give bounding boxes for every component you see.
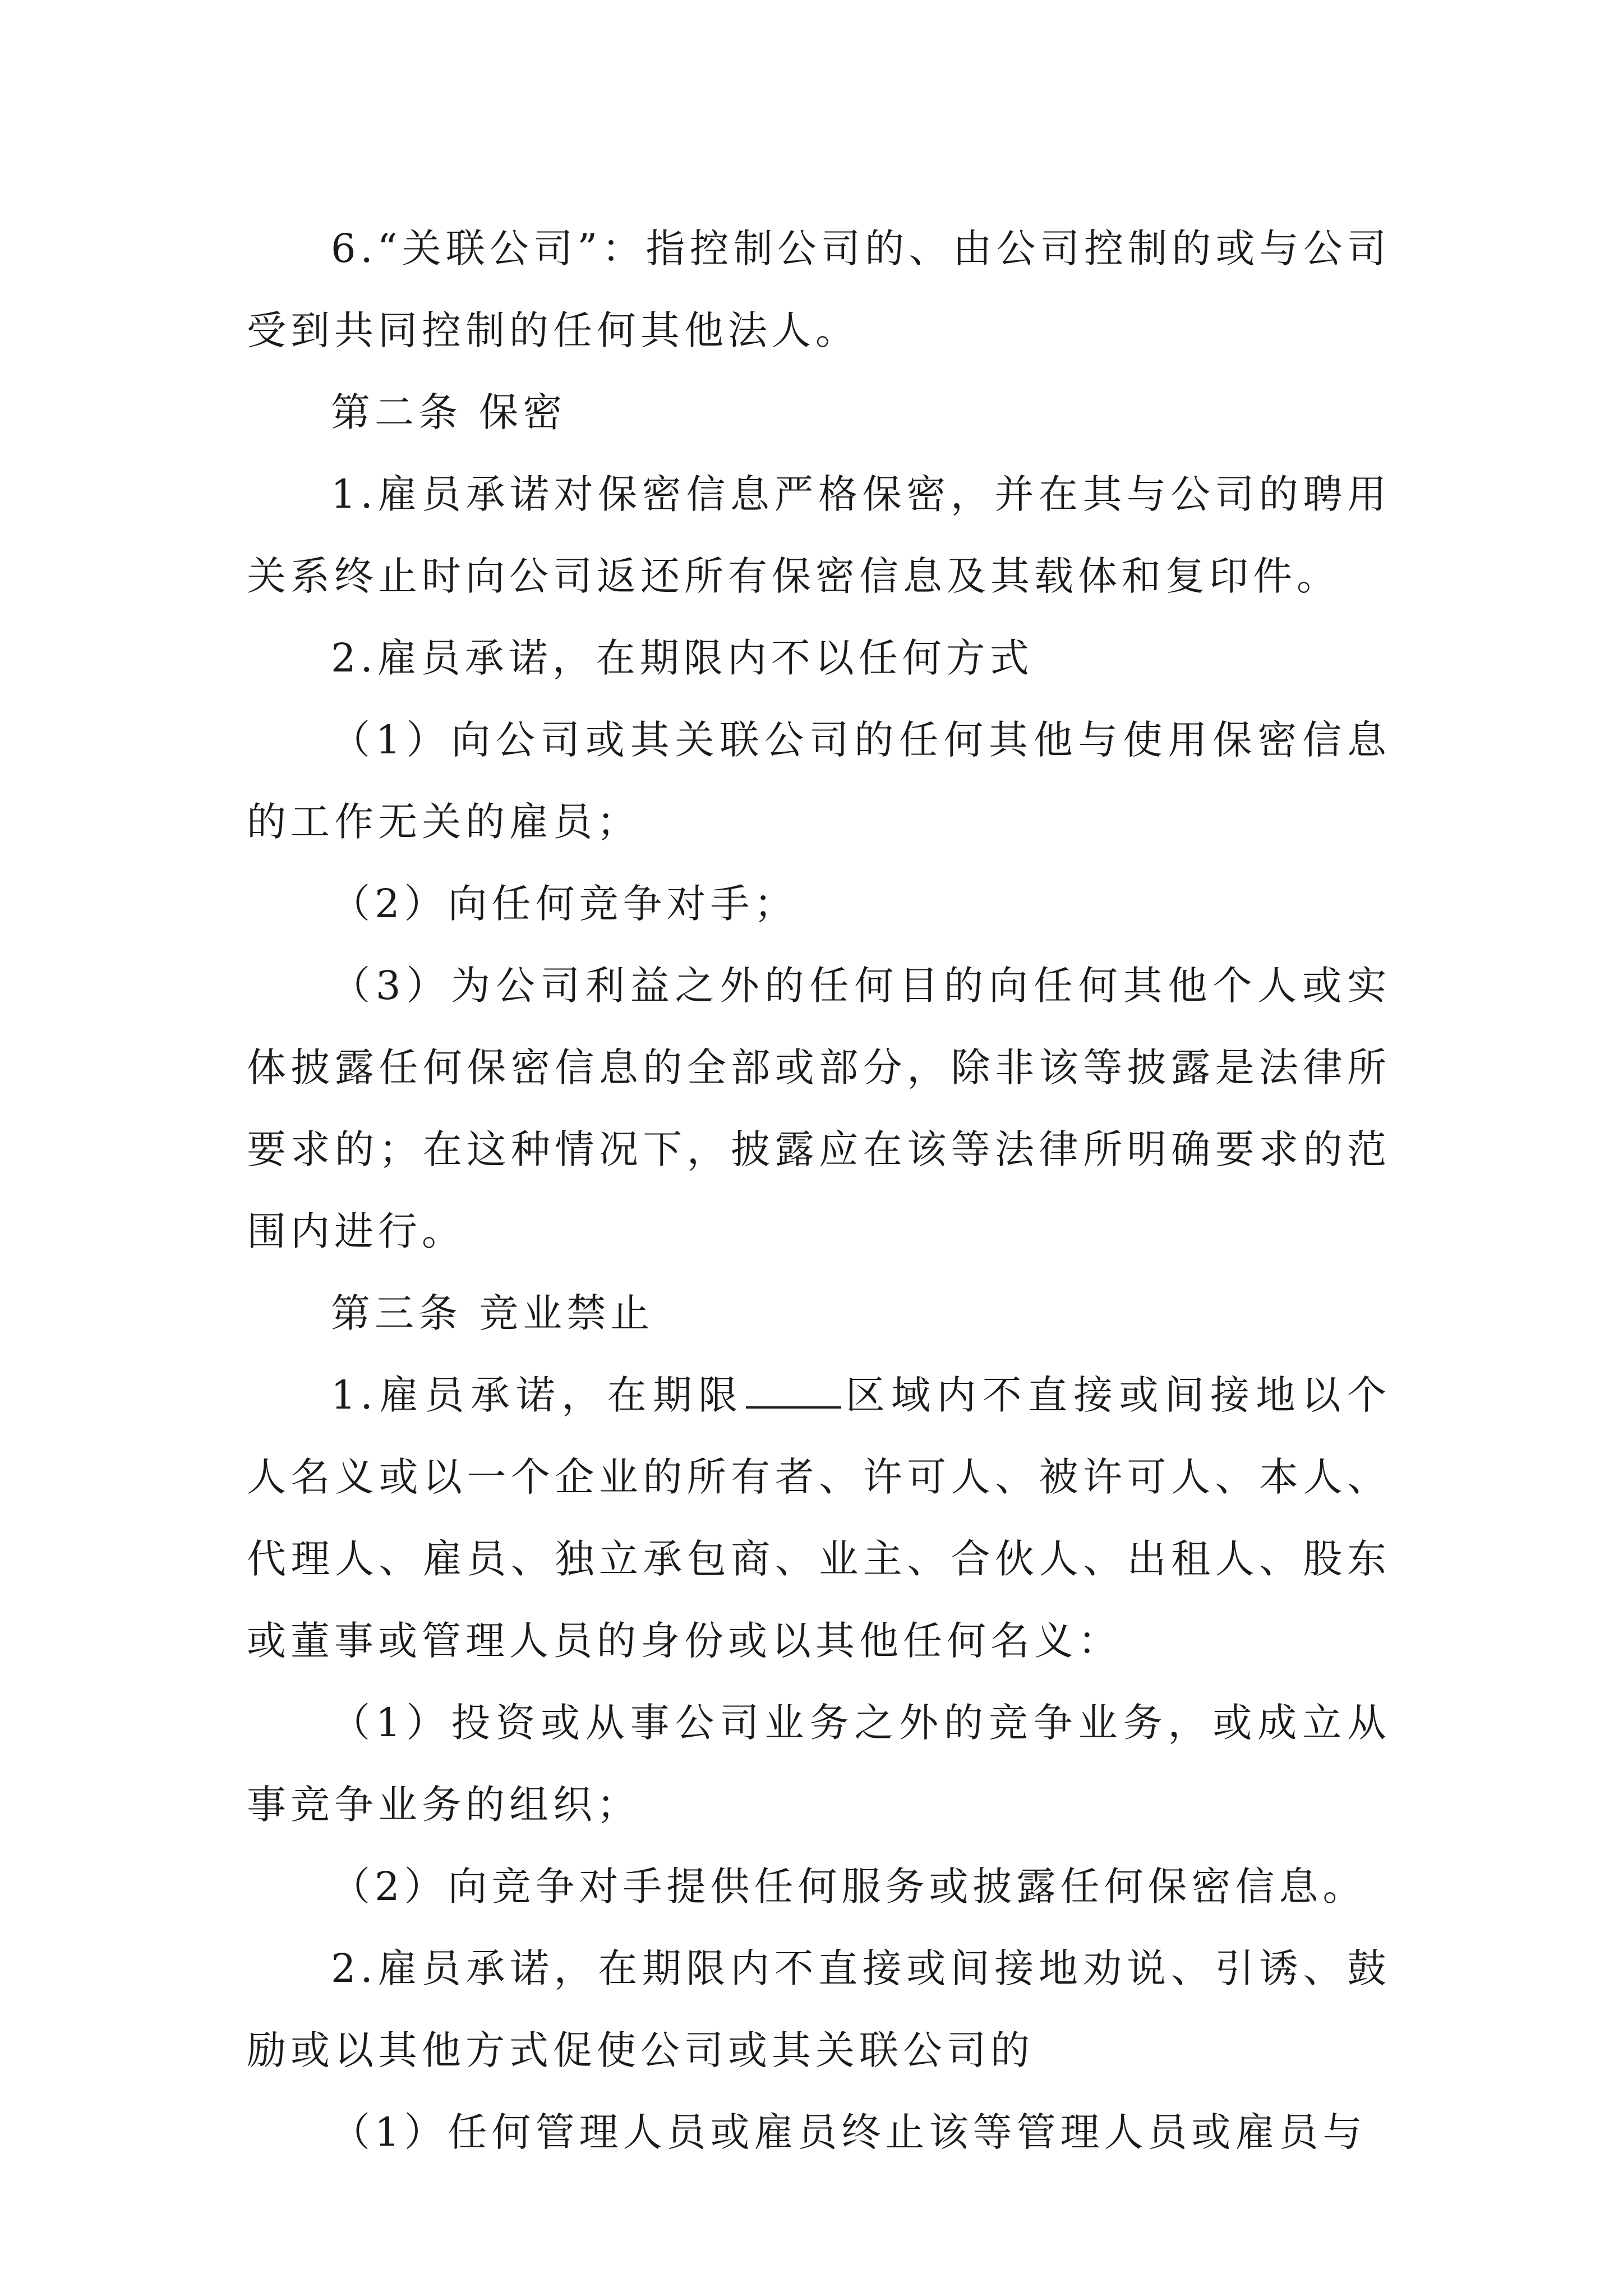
article-2-heading: 第二条 保密	[331, 389, 567, 435]
article-3-heading: 第三条 竞业禁止	[331, 1290, 654, 1336]
article-3-clause-1-start: 1.雇员承诺，在期限	[331, 1372, 744, 1418]
article-2-clause-2-item-1: （1）向公司或其关联公司的任何其他与使用保密信息的工作无关的雇员；	[247, 717, 1391, 845]
article-2-clause-2-item-2: （2）向任何竞争对手；	[331, 881, 798, 927]
article-2-clause-2: 2.雇员承诺，在期限内不以任何方式	[331, 635, 1034, 681]
article-3-clause-2-item-1: （1）任何管理人员或雇员终止该等管理人员或雇员与	[331, 2109, 1367, 2155]
article-2-clause-1: 1.雇员承诺对保密信息严格保密，并在其与公司的聘用关系终止时向公司返还所有保密信息及其载体和复印件。	[247, 471, 1391, 599]
article-3-clause-1-item-2: （2）向竞争对手提供任何服务或披露任何保密信息。	[331, 1864, 1367, 1910]
definition-affiliate: 6.“关联公司”：指控制公司的、由公司控制的或与公司受到共同控制的任何其他法人。	[247, 226, 1391, 353]
article-2-clause-2-item-3: （3）为公司利益之外的任何目的向任何其他个人或实体披露任何保密信息的全部或部分，除非该等披露是法律所要求的；在这种情况下，披露应在该等法律所明确要求的范围内进行。	[247, 963, 1391, 1254]
document-body	[247, 208, 1391, 2173]
article-3-clause-1-item-1: （1）投资或从事公司业务之外的竞争业务，或成立从事竞争业务的组织；	[247, 1700, 1391, 1828]
fill-in-blank	[746, 1373, 841, 1409]
article-3-clause-2: 2.雇员承诺，在期限内不直接或间接地劝说、引诱、鼓励或以其他方式促使公司或其关联公司的	[247, 1945, 1391, 2073]
article-3-clause-1-end: 区域内不直接或间接地以个人名义或以一个企业的所有者、许可人、被许可人、本人、代理人、雇员、独立承包商、业主、合伙人、出租人、股东或董事或管理人员的身份或以其他任何名义：	[247, 1372, 1391, 1664]
article-3-clause-1	[247, 1354, 1391, 1682]
